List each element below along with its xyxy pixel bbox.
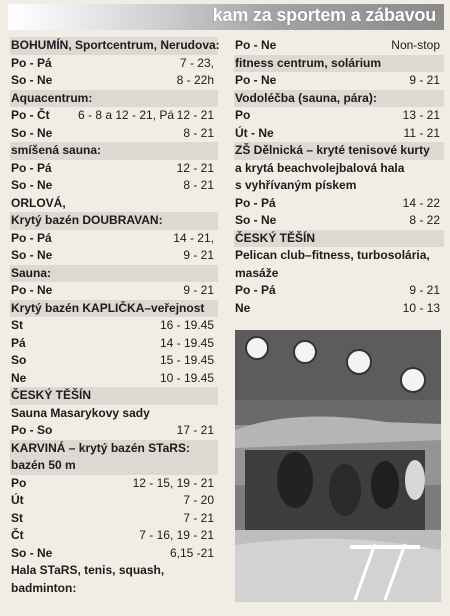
hours-value: 6,15 -21 <box>169 545 214 560</box>
day-label: Po - Pá <box>11 160 52 175</box>
section-label: Hala STaRS, tenis, squash, <box>11 563 165 577</box>
day-label: So - Ne <box>11 125 53 140</box>
day-label: Po - Ne <box>235 73 277 87</box>
day-label: Čt <box>11 528 24 542</box>
section-label: smíšená sauna: <box>11 143 102 157</box>
schedule-row <box>10 282 218 300</box>
hours-value: Non-stop <box>391 38 440 52</box>
hours-value: 8 - 21 <box>183 125 214 140</box>
day-label: So - Ne <box>11 73 53 87</box>
left-column <box>10 37 218 597</box>
section-heading <box>10 142 218 160</box>
schedule-row <box>10 335 218 353</box>
section-heading <box>10 212 218 230</box>
section-heading <box>10 457 218 475</box>
schedule-row <box>10 352 218 370</box>
day-label: So - Ne <box>235 213 277 227</box>
schedule-row <box>10 475 218 493</box>
day-label: St <box>11 510 23 525</box>
schedule-row <box>10 370 218 388</box>
hours-value: 10 - 13 <box>402 300 440 315</box>
section-label: Sauna: <box>11 265 52 280</box>
section-heading <box>234 247 444 265</box>
hours-value: 14 - 21, <box>173 230 214 245</box>
section-heading <box>10 562 218 580</box>
day-label: Po - So <box>11 423 53 437</box>
section-label: Pelican club–fitness, turbosolária, <box>235 248 430 262</box>
day-label: Po - Ne <box>235 38 277 52</box>
section-heading <box>10 580 218 598</box>
schedule-row <box>10 107 218 125</box>
section-heading <box>10 387 218 405</box>
pool-photo-graphic <box>235 330 441 602</box>
right-column <box>234 37 444 317</box>
section-heading <box>10 405 218 423</box>
schedule-row <box>234 300 444 318</box>
section-label: masáže <box>235 265 279 280</box>
section-label: ORLOVÁ, <box>11 195 66 210</box>
day-label: So - Ne <box>11 178 53 192</box>
hours-value: 17 - 21 <box>176 423 214 437</box>
hours-value: 14 - 19.45 <box>159 335 214 350</box>
page-title: kam za sportem a zábavou <box>212 5 436 25</box>
section-heading <box>234 55 444 73</box>
section-label: badminton: <box>11 580 77 595</box>
section-label: Krytý bazén DOUBRAVAN: <box>11 213 163 227</box>
section-heading <box>10 90 218 108</box>
day-label: Ne <box>11 370 27 385</box>
section-heading <box>10 300 218 318</box>
day-label: Po - Pá <box>11 55 52 70</box>
hours-value: 10 - 19.45 <box>159 370 214 385</box>
header-bar <box>8 4 444 30</box>
day-label: Po - Pá <box>235 195 276 210</box>
hours-value: 8 - 21 <box>183 178 214 192</box>
hours-value: 12 - 21 <box>176 160 214 175</box>
schedule-row <box>10 72 218 90</box>
section-label: fitness centrum, solárium <box>235 55 382 70</box>
day-label: Út <box>11 493 24 507</box>
schedule-row <box>234 282 444 300</box>
section-label: bazén 50 m <box>11 458 76 472</box>
day-label: Po - Čt <box>11 108 50 122</box>
hours-value: 11 - 21 <box>403 125 440 140</box>
schedule-row <box>10 247 218 265</box>
day-label: Po <box>235 108 251 122</box>
section-heading <box>234 90 444 108</box>
hours-value: 12 - 21 <box>176 108 214 122</box>
schedule-row <box>234 125 444 143</box>
section-heading <box>10 37 218 55</box>
hours-value: 8 - 22h <box>176 73 214 87</box>
hours-value: 9 - 21 <box>183 248 214 262</box>
day-label: Po <box>11 475 27 490</box>
schedule-row <box>234 72 444 90</box>
day-label: Po - Pá <box>11 230 52 245</box>
hours-value: 7 - 21 <box>183 510 214 525</box>
schedule-row <box>234 37 444 55</box>
section-heading <box>234 265 444 283</box>
section-heading <box>10 265 218 283</box>
schedule-row <box>234 107 444 125</box>
section-heading <box>234 230 444 248</box>
section-label: Vodoléčba (sauna, pára): <box>235 90 377 105</box>
schedule-row <box>10 317 218 335</box>
schedule-row <box>234 195 444 213</box>
schedule-row <box>10 177 218 195</box>
hours-value: 8 - 22 <box>409 213 440 227</box>
section-label: Krytý bazén KAPLIČKA–veřejnost <box>11 300 205 315</box>
hours-value: 7 - 23, <box>179 55 214 70</box>
schedule-row <box>10 160 218 178</box>
schedule-row <box>10 422 218 440</box>
pool-photo <box>235 330 441 602</box>
hours-value: 15 - 19.45 <box>159 353 214 367</box>
hours-value: 9 - 21 <box>409 73 440 87</box>
day-label: Pá <box>11 335 26 350</box>
day-label: So - Ne <box>11 248 53 262</box>
hours-value: 9 - 21 <box>409 283 440 297</box>
day-label: Ne <box>235 300 251 315</box>
section-label: Aquacentrum: <box>11 90 93 105</box>
hours-value: 16 - 19.45 <box>159 318 214 332</box>
schedule-row <box>234 212 444 230</box>
day-label: So - Ne <box>11 545 53 560</box>
hours-value: 13 - 21 <box>402 108 440 122</box>
schedule-row <box>10 545 218 563</box>
schedule-row <box>10 527 218 545</box>
section-heading <box>10 195 218 213</box>
section-label: a krytá beachvolejbalová hala <box>235 160 405 175</box>
schedule-row <box>10 510 218 528</box>
day-label: Út - Ne <box>235 125 274 140</box>
day-label: Po - Ne <box>11 283 53 297</box>
section-label: BOHUMÍN, Sportcentrum, Nerudova: <box>11 38 220 52</box>
hours-value: 7 - 20 <box>183 493 214 507</box>
schedule-row <box>10 492 218 510</box>
day-label: So <box>11 353 27 367</box>
hours-value: 9 - 21 <box>183 283 214 297</box>
section-label: ČESKÝ TĚŠÍN <box>11 388 92 402</box>
hours-value: 7 - 16, 19 - 21 <box>139 528 214 542</box>
section-label: KARVINÁ – krytý bazén STaRS: <box>11 440 190 455</box>
section-heading <box>234 142 444 160</box>
section-heading <box>234 177 444 195</box>
section-heading <box>10 440 218 458</box>
section-label: Sauna Masarykovy sady <box>11 405 150 420</box>
section-label: s vyhřívaným pískem <box>235 178 357 192</box>
extra-hours-label: 6 - 8 a 12 - 21, Pá <box>78 108 175 122</box>
schedule-row <box>10 125 218 143</box>
schedule-row <box>10 55 218 73</box>
hours-value: 14 - 22 <box>402 195 440 210</box>
section-label: ZŠ Dělnická – kryté tenisové kurty <box>235 143 430 157</box>
day-label: Po - Pá <box>235 283 276 297</box>
day-label: St <box>11 318 23 332</box>
schedule-row <box>10 230 218 248</box>
section-heading <box>234 160 444 178</box>
hours-value: 12 - 15, 19 - 21 <box>132 475 214 490</box>
section-label: ČESKÝ TĚŠÍN <box>235 230 316 245</box>
